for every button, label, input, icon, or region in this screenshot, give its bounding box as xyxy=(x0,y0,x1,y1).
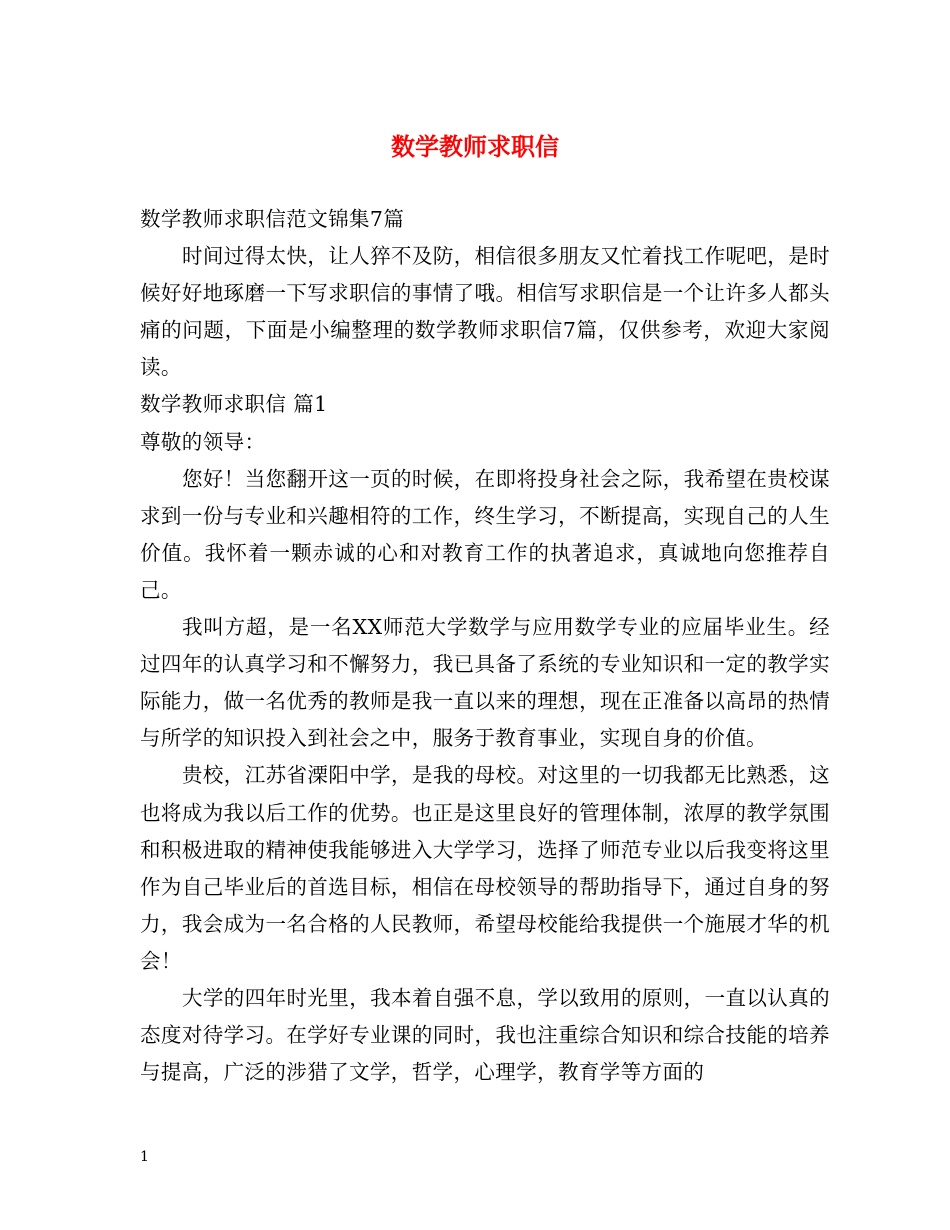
document-title: 数学教师求职信 xyxy=(391,132,559,161)
paragraph-subtitle: 数学教师求职信范文锦集7篇 xyxy=(140,207,405,231)
paragraph-school: 贵校，江苏省溧阳中学，是我的母校。对这里的一切我都无比熟悉，这也将成为我以后工作的优势。也正是这里良好的管理体制，浓厚的教学氛围和积极进取的精神使我能够进入大学学习，选择了师范专业以后我变将这里作为自己毕业后的首选目标，相信在母校领导的帮助指导下，通过自身的努力，我会成为一名合格的人民教师，希望母校能给我提供一个施展才华的机会！ xyxy=(140,763,830,973)
paragraph-greeting: 您好！当您翻开这一页的时候，在即将投身社会之际，我希望在贵校谋求到一份与专业和兴趣相符的工作，终生学习，不断提高，实现自己的人生价值。我怀着一颗赤诚的心和对教育工作的执著追求，真诚地向您推荐自己。 xyxy=(140,466,830,602)
paragraph-university: 大学的四年时光里，我本着自强不息，学以致用的原则，一直以认真的态度对待学习。在学好专业课的同时，我也注重综合知识和综合技能的培养与提高，广泛的涉猎了文学，哲学，心理学，教育学等方面的 xyxy=(140,985,830,1085)
document-body xyxy=(140,201,830,1091)
paragraph-intro: 时间过得太快，让人猝不及防，相信很多朋友又忙着找工作呢吧，是时候好好地琢磨一下写求职信的事情了哦。相信写求职信是一个让许多人都头痛的问题，下面是小编整理的数学教师求职信7篇，仅供参考，欢迎大家阅读。 xyxy=(140,244,830,380)
page-number: 1 xyxy=(140,1149,149,1165)
paragraph-salutation: 尊敬的领导： xyxy=(140,429,266,454)
paragraph-section-heading: 数学教师求职信 篇1 xyxy=(140,392,328,417)
paragraph-self-intro: 我叫方超，是一名XX师范大学数学与应用数学专业的应届毕业生。经过四年的认真学习和不懈努力，我已具备了系统的专业知识和一定的教学实际能力，做一名优秀的教师是我一直以来的理想，现在正准备以高昂的热情与所学的知识投入到社会之中，服务于教育事业，实现自身的价值。 xyxy=(140,615,830,751)
